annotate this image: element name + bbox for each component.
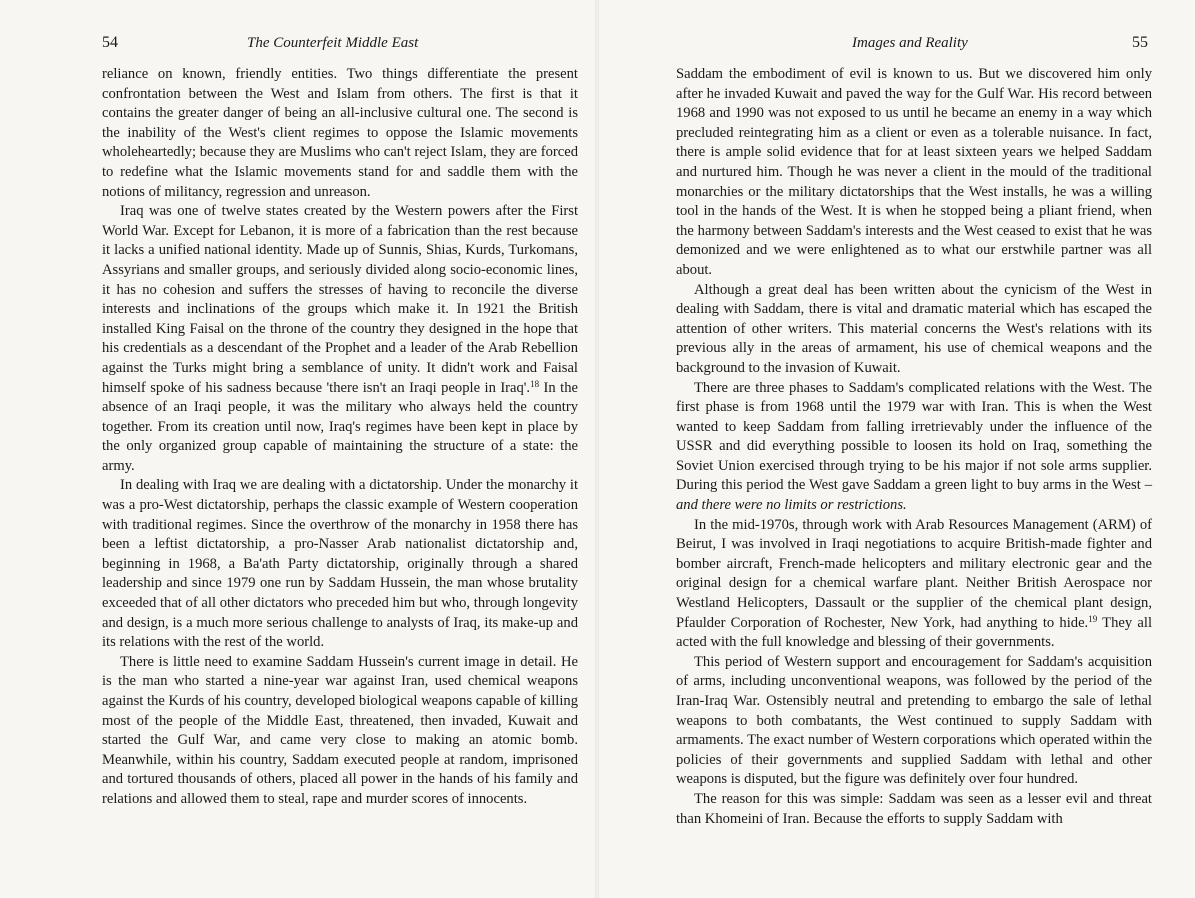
paragraph: This period of Western support and encouragement for Saddam's acquisition of arms, including unconventional weapons, was followed by the period of the Iran-Iraq War. Ostensibly neutral and pretending to embargo the sale of lethal weapons to both combatants, the West continued to supply Saddam with armaments. The exact number of Western corporations which operated within the policies of their governments and supplied Saddam with lethal and other weapons is disputed, but the figure was definitely over four hundred. xyxy=(676,653,1152,788)
paragraph: Although a great deal has been written about the cynicism of the West in dealing with Saddam, there is vital and dramatic material which has escaped the attention of other writers. This material concerns the West's relations with its previous ally in the areas of armament, his use of chemical weapons and the background to the invasion of Kuwait. xyxy=(676,281,1152,376)
paragraph: In dealing with Iraq we are dealing with a dictatorship. Under the monarchy it was a pro-West dictatorship, perhaps the classic example of Western cooperation with traditional regimes. Since the overthrow of the monarchy in 1958 there has been a leftist dictatorship, a pro-Nasser Arab nationalist dictatorship and, beginning in 1968, a Ba'ath Party dictatorship, originally through a shared leadership and since 1979 one run by Saddam Hussein, the man whose brutality exceeded that of all other dictators who preceded him but who, through longevity and design, is a much more serious challenge to analysts of Iraq, its make-up and its relations with the rest of the world. xyxy=(102,477,578,651)
emphasized-text: and there were no limits or restrictions. xyxy=(676,497,907,514)
paragraph xyxy=(676,379,1152,516)
paragraph-text: In the mid-1970s, through work with Arab Resources Management (ARM) of Beirut, I was involved in Iraqi negotiations to acquire British-made fighter and bomber aircraft, French-made helicopters and military electronic gear and the original design for a chemical warfare plant. Neither British Aerospace nor Westland Helicopters, Dassault or the supplier of the chemical plant design, Pfaulder Corporation of Rochester, New York, had anything to hide. xyxy=(676,516,1152,631)
page-number: 55 xyxy=(1132,34,1148,51)
footnote-marker: 19 xyxy=(1088,613,1098,624)
footnote-marker: 18 xyxy=(530,378,540,389)
body-text xyxy=(102,65,578,810)
paragraph: There is little need to examine Saddam Hussein's current image in detail. He is the man who started a nine-year war against Iran, used chemical weapons against the Kurds of his country, developed biological weapons capable of killing most of the people of the Middle East, threatened, then invaded, Kuwait and started the Gulf War, and came very close to making an atomic bomb. Meanwhile, within his country, Saddam executed people at random, imprisoned and tortured thousands of others, placed all power in the hands of his family and relations and allowed them to steal, rape and murder scores of innocents. xyxy=(102,653,578,807)
paragraph: reliance on known, friendly entities. Two things differentiate the present confrontation between the West and Islam from others. The first is that it contains the greater danger of being an all-inclusive cultural one. The second is the inability of the West's client regimes to oppose the Islamic movements wholeheartedly; because they are Muslims who can't reject Islam, they are forced to redefine what the Islamic movements stand for and saddle them with the notions of militancy, regression and unreason. xyxy=(102,66,578,200)
paragraph xyxy=(676,516,1152,653)
left-page xyxy=(0,0,597,898)
paragraph-text: They all acted with the full knowledge and blessing of their governments. xyxy=(676,614,1152,651)
running-title: The Counterfeit Middle East xyxy=(247,35,419,51)
paragraph xyxy=(102,202,578,476)
paragraph-text: There are three phases to Saddam's complicated relations with the West. The first phase is from 1968 until the 1979 war with Iran. This is when the West wanted to keep Saddam from falling irretrievably under the influence of the USSR and did everything possible to loosen its hold on Iraq, something the Soviet Union exercised through trying to be his major if not sole arms supplier. During this period the West gave Saddam a green light to buy arms in the West – xyxy=(676,379,1152,494)
running-title: Images and Reality xyxy=(852,35,968,51)
right-page xyxy=(598,0,1195,898)
paragraph-text: Iraq was one of twelve states created by the Western powers after the First World War. Except for Lebanon, it is more of a fabrication than the rest because it lacks a unified national identity. Made up of Sunnis, Shias, Kurds, Turkomans, Assyrians and smaller groups, and seriously divided along socio-economic lines, it has no cohesion and suffers the stresses of having to reconcile the diverse interests and inclinations of the groups which make it. In 1921 the British installed King Faisal on the throne of the country they designed in the hope that his credentials as a descendant of the Prophet and a leader of the Arab Rebellion against the Turks might bring a semblance of unity. It didn't work and Faisal himself spoke of his sadness because 'there isn't an Iraqi people in Iraq'. xyxy=(102,203,578,396)
body-text xyxy=(676,65,1152,829)
paragraph: Saddam the embodiment of evil is known to us. But we discovered him only after he invaded Kuwait and paved the way for the Gulf War. His record between 1968 and 1990 was not exposed to us until he became an enemy in a way which precluded reintegrating him as a client or even as a tolerable nuisance. In fact, there is ample solid evidence that for at least sixteen years we helped Saddam and nurtured him. Though he was never a client in the mould of the traditional monarchies or the military dictatorships that the West installs, he was a willing tool in the hands of the West. It is when he stopped being a pliant friend, when the harmony between Saddam's interests and the West ceased to exist that he was demonized and we were enlightened as to what our erstwhile partner was all about. xyxy=(676,66,1152,278)
page-number: 54 xyxy=(102,34,118,51)
paragraph: The reason for this was simple: Saddam was seen as a lesser evil and threat than Khomeini of Iran. Because the efforts to supply Saddam with xyxy=(676,790,1152,827)
paragraph-text: In the absence of an Iraqi people, it was the military who always held the country together. From its creation until now, Iraq's regimes have been kept in place by the only organized group capable of maintaining the structure of a state: the army. xyxy=(102,379,578,474)
